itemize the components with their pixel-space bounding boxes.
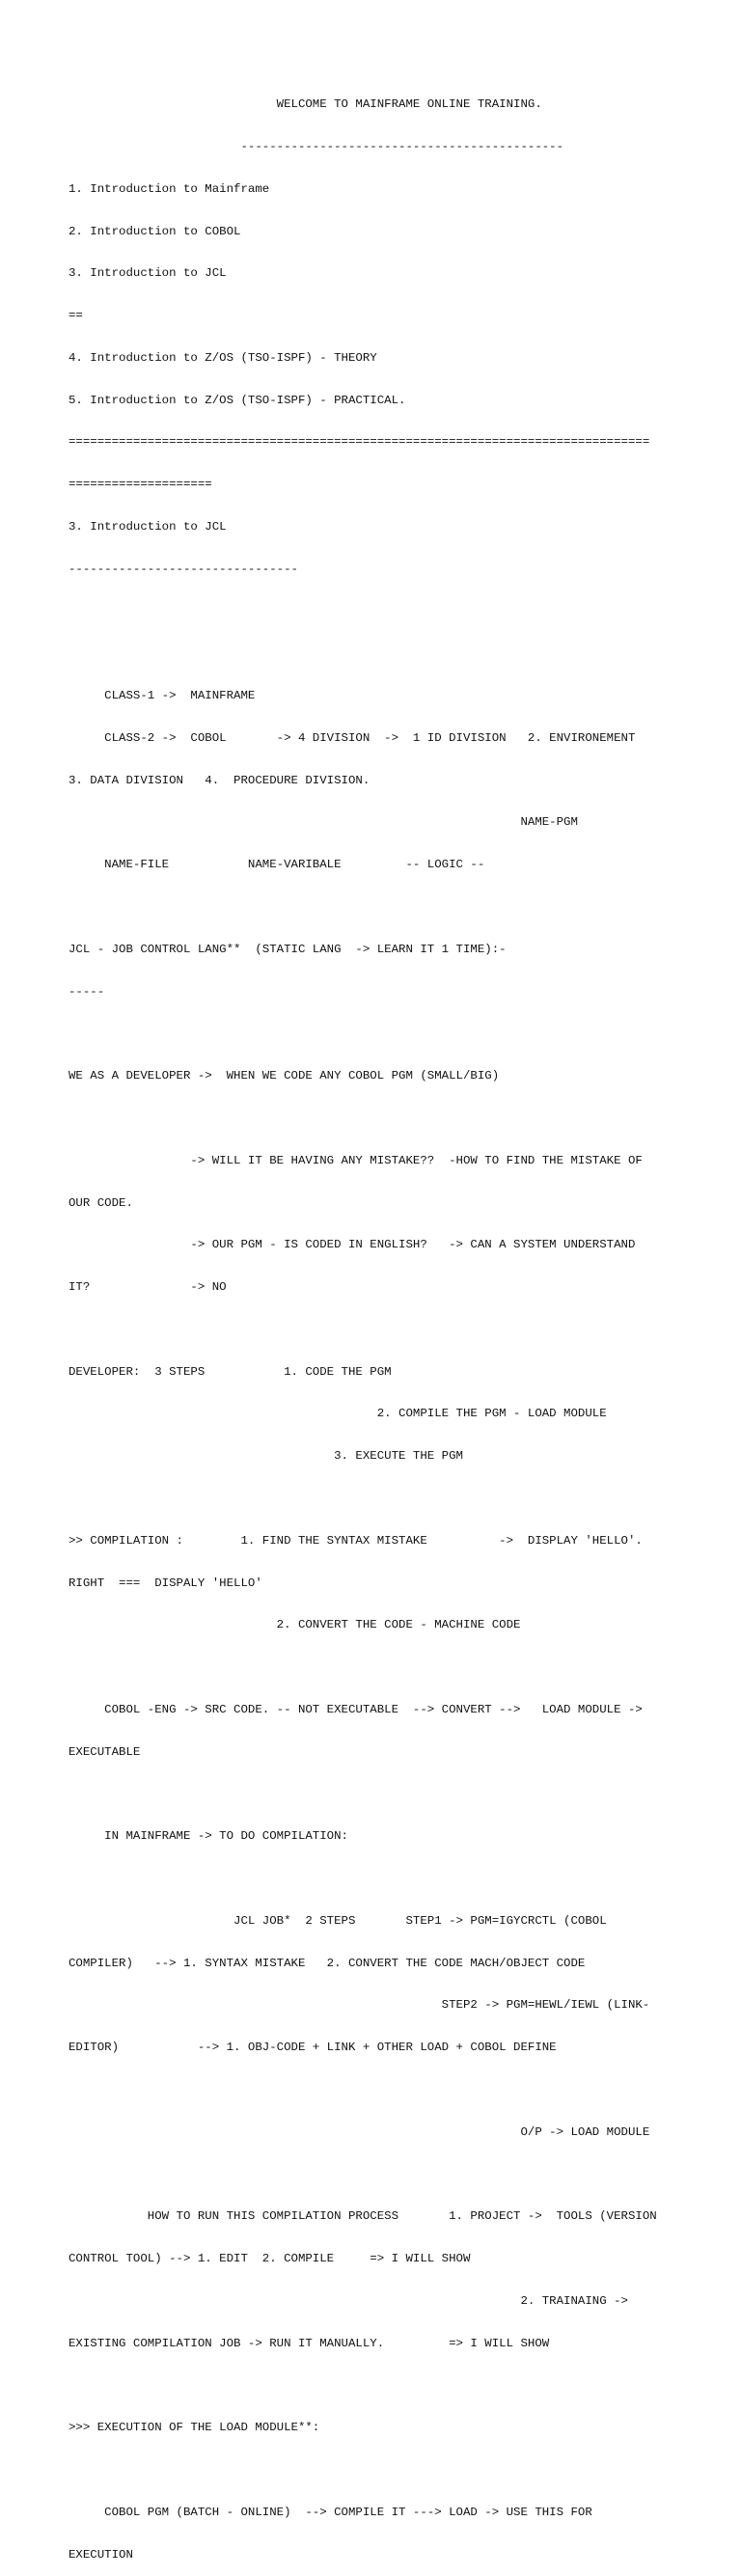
text-line: COBOL PGM (BATCH - ONLINE) --> COMPILE IT ---> LOAD -> USE THIS FOR	[69, 2505, 592, 2519]
text-line: 3. EXECUTE THE PGM	[69, 1449, 463, 1464]
text-line: 2. COMPILE THE PGM - LOAD MODULE	[69, 1407, 607, 1421]
text-line: EXECUTION	[69, 2547, 133, 2562]
text-line	[69, 2167, 686, 2181]
text-line: OUR CODE.	[69, 1195, 133, 1210]
text-line: WE AS A DEVELOPER -> WHEN WE CODE ANY COBOL PGM (SMALL/BIG)	[69, 1069, 500, 1083]
text-line	[69, 1027, 686, 1041]
text-line: COMPILER) --> 1. SYNTAX MISTAKE 2. CONVERT THE CODE MACH/OBJECT CODE	[69, 1956, 586, 1970]
text-line: NAME-FILE NAME-VARIBALE -- LOGIC --	[69, 858, 485, 872]
section-divider: =================================================================================	[69, 435, 650, 450]
text-line: JCL JOB* 2 STEPS STEP1 -> PGM=IGYCRCTL (COBOL	[69, 1913, 607, 1928]
text-line: CLASS-2 -> COBOL -> 4 DIVISION -> 1 ID DIVISION 2. ENVIRONEMENT	[69, 730, 636, 745]
text-line: CONTROL TOOL) --> 1. EDIT 2. COMPILE => I WILL SHOW	[69, 2252, 471, 2266]
text-line: -> OUR PGM - IS CODED IN ENGLISH? -> CAN A SYSTEM UNDERSTAND	[69, 1238, 636, 1252]
text-line: O/P -> LOAD MODULE	[69, 2124, 650, 2139]
section-heading: 3. Introduction to JCL	[69, 520, 227, 534]
text-line	[69, 1111, 686, 1126]
text-line: IT? -> NO	[69, 1280, 227, 1295]
text-line	[69, 1492, 686, 1506]
text-line	[69, 2083, 686, 2097]
text-line: HOW TO RUN THIS COMPILATION PROCESS 1. PROJECT -> TOOLS (VERSION	[69, 2209, 657, 2224]
toc-item-5: 5. Introduction to Z/OS (TSO-ISPF) - PRACTICAL.	[69, 393, 406, 407]
text-line: IN MAINFRAME -> TO DO COMPILATION:	[69, 1829, 348, 1844]
toc-separator: ==	[69, 309, 83, 323]
text-line	[69, 605, 686, 619]
text-line	[69, 1323, 686, 1337]
text-line: NAME-PGM	[69, 815, 578, 830]
text-line: JCL - JOB CONTROL LANG** (STATIC LANG -> LEARN IT 1 TIME):-	[69, 942, 507, 956]
text-line: 3. DATA DIVISION 4. PROCEDURE DIVISION.	[69, 773, 370, 787]
text-line: EDITOR) --> 1. OBJ-CODE + LINK + OTHER LOAD + COBOL DEFINE	[69, 2041, 557, 2055]
text-line: -> WILL IT BE HAVING ANY MISTAKE?? -HOW TO FIND THE MISTAKE OF	[69, 1153, 643, 1167]
text-line: CLASS-1 -> MAINFRAME	[69, 689, 256, 703]
text-line	[69, 2463, 686, 2478]
text-line: 2. CONVERT THE CODE - MACHINE CODE	[69, 1618, 521, 1632]
section-heading-underline: --------------------------------	[69, 562, 298, 576]
toc-item-1: 1. Introduction to Mainframe	[69, 181, 270, 196]
text-line: >> COMPILATION : 1. FIND THE SYNTAX MISTAKE -> DISPLAY 'HELLO'.	[69, 1533, 643, 1548]
text-line	[69, 1660, 686, 1675]
text-line	[69, 2378, 686, 2393]
toc-item-4: 4. Introduction to Z/OS (TSO-ISPF) - THEORY	[69, 350, 377, 365]
text-line: 2. TRAINAING ->	[69, 2293, 628, 2308]
text-line: -----	[69, 984, 105, 999]
text-line: EXISTING COMPILATION JOB -> RUN IT MANUALLY. => I WILL SHOW	[69, 2336, 550, 2350]
text-line: DEVELOPER: 3 STEPS 1. CODE THE PGM	[69, 1364, 392, 1379]
title-underline: ---------------------------------------------	[69, 139, 564, 153]
text-line: COBOL -ENG -> SRC CODE. -- NOT EXECUTABLE --> CONVERT --> LOAD MODULE ->	[69, 1702, 643, 1716]
toc-item-2: 2. Introduction to COBOL	[69, 224, 241, 238]
text-line: RIGHT === DISPALY 'HELLO'	[69, 1576, 262, 1590]
title-line: WELCOME TO MAINFRAME ONLINE TRAINING.	[69, 97, 542, 112]
text-line: EXECUTABLE	[69, 1744, 141, 1759]
text-line	[69, 646, 686, 661]
text-line: STEP2 -> PGM=HEWL/IEWL (LINK-	[69, 1998, 650, 2013]
text-line	[69, 1872, 686, 1886]
section-divider-continued: ====================	[69, 478, 212, 492]
text-line: >>> EXECUTION OF THE LOAD MODULE**:	[69, 2421, 320, 2435]
toc-item-3: 3. Introduction to JCL	[69, 266, 227, 281]
document-page	[69, 69, 686, 2576]
text-line	[69, 1787, 686, 1801]
text-line	[69, 900, 686, 915]
